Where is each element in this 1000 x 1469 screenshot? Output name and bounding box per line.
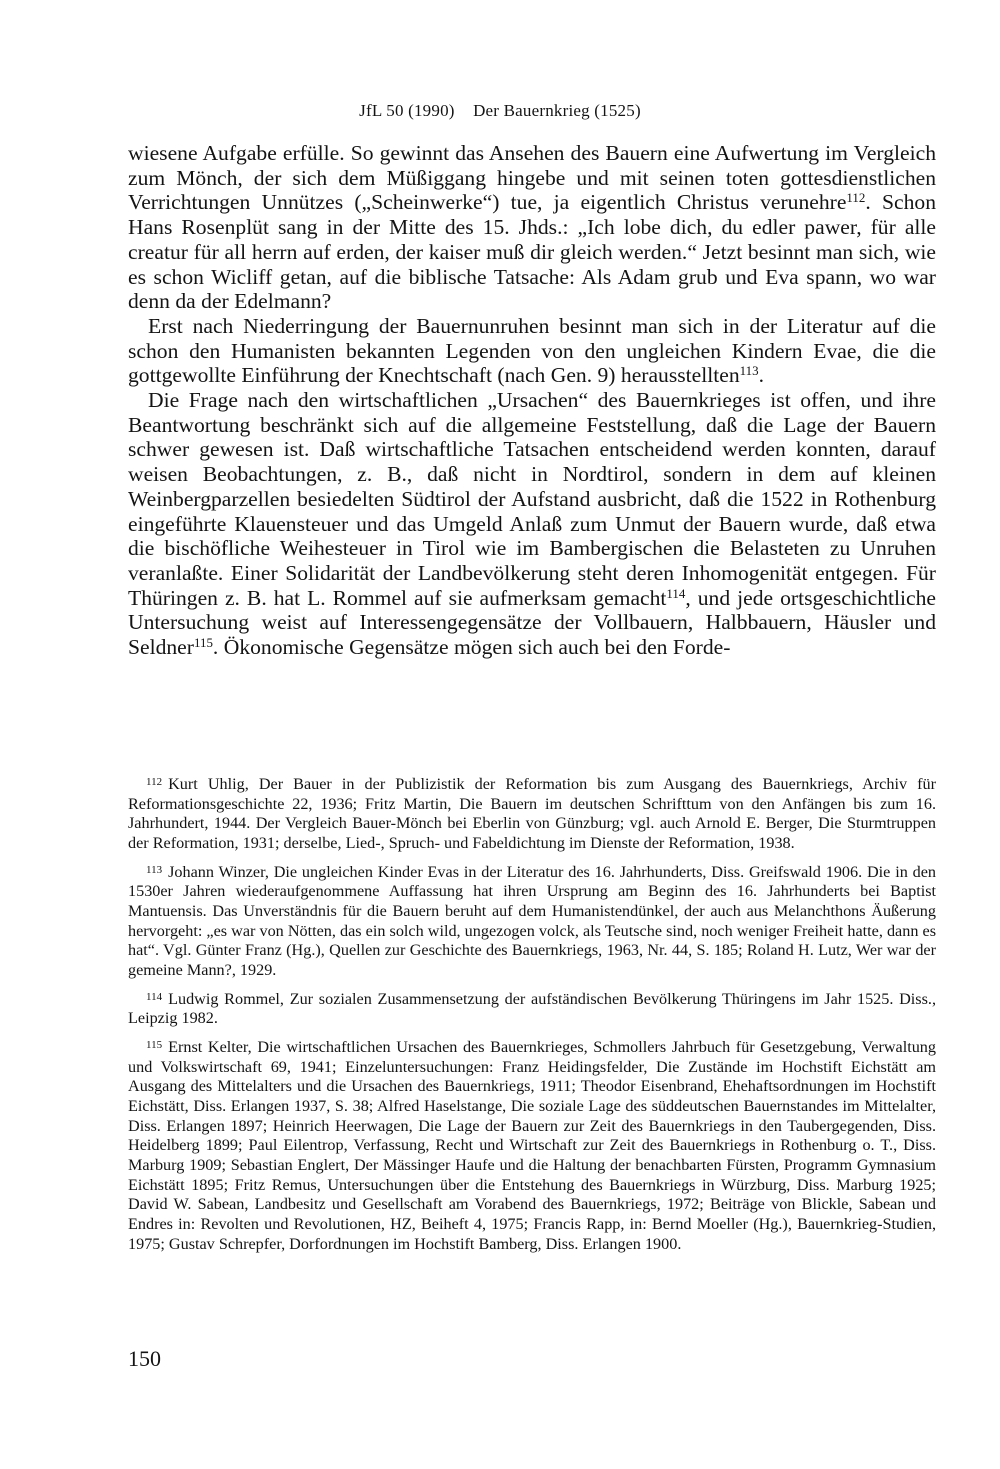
footnote-ref: 114 [666,585,686,601]
running-header [0,101,1000,121]
footnote-text: Kurt Uhlig, Der Bauer in der Publizistik der Reformation bis zum Ausgang des Bauernkriegs, Archiv für Reformationsgeschichte 22, 1936; Fritz Martin, Die Bauern im deutschen Schrifttum von den Anfängen bis zum 16. Jahrhundert, 1944. Der Vergleich Bauer-Mönch bei Eberlin von Günzburg; vgl. auch Arnold E. Berger, Die Sturmtruppen der Reformation, 1931; derselbe, Lied-, Spruch- und Fabeldichtung im Dienste der Reformation, 1938. [128,774,936,852]
footnote [128,1036,936,1255]
journal-reference: JfL 50 (1990) [359,101,455,120]
paragraph: wiesene Aufgabe erfülle. So gewinnt das Ansehen des Bauern eine Aufwertung im Vergleich zum Mönch, der sich dem Müßiggang hingebe und mit seinen toten gottesdienstlichen Verrichtungen Unnützes („Scheinwerke“) tue, ja eigentlich Christus verunehre$^{112}$. Schon Hans Rosenplüt sang in der Mitte des 15. Jhds.: „Ich lobe dich, du edler pawer, für alle creatur für all herrn auf erden, der kaiser muß dir gleich werden.“ Jetzt besinnt man sich, wie es schon Wicliff getan, auf die biblische Tatsache: Als Adam grub und Eva spann, wo war denn da der Edelmann? [128,141,936,314]
footnote-number: 112 [146,776,163,788]
footnote-number: 113 [146,863,163,876]
footnote [128,988,936,1029]
footnote-ref: 112 [846,190,866,206]
running-title: Der Bauernkrieg (1525) [473,101,641,120]
footnote-number: 115 [146,1038,163,1051]
page-number: 150 [128,1346,161,1371]
paragraph: Erst nach Niederringung der Bauernunruhen besinnt man sich in der Literatur auf die schon den Humanisten bekannten Legenden von den ungleichen Kindern Evae, die die gottgewollte Einführung der Knechtschaft (nach Gen. 9) herausstellten$^{113}$. [128,313,936,388]
footnote-text: Ludwig Rommel, Zur sozialen Zusammensetzung der aufständischen Bevölkerung Thüringens im Jahr 1525. Diss., Leipzig 1982. [128,989,936,1028]
footnote-text: Johann Winzer, Die ungleichen Kinder Evas in der Literatur des 16. Jahrhunderts, Diss. Greifswald 1906. Die in den 1530er Jahren wiederaufgenommene Auffassung hat ihren Ursprung am Beginn des 16. Jahrhunderts bei Baptist Mantuensis. Das Unverständnis für die Bauern beruht auf dem Humanistendünkel, der auch aus Melanchthons Äußerung hervorgeht: „es war von Nötten, das ein solch wild, ungezogen volck, als Teutsche sind, noch weniger Freiheit hatte, dann es hat“. Vgl. Günter Franz (Hg.), Quellen zur Geschichte des Bauernkriegs, 1963, Nr. 44, S. 185; Roland H. Lutz, Wer war der gemeine Mann?, 1929. [128,862,936,980]
footnote-text: Ernst Kelter, Die wirtschaftlichen Ursachen des Bauernkrieges, Schmollers Jahrbuch für Gesetzgebung, Verwaltung und Volkswirtschaft 69, 1941; Einzeluntersuchungen: Franz Heidingsfelder, Die Zustände im Hochstift Eichstätt am Ausgang des Mittelalters und die Ursachen des Bauernkriegs, 1911; Theodor Eisenbrand, Ehehaftsordnungen im Hochstift Eichstätt, Diss. Erlangen 1937, S. 38; Alfred Haselstange, Die soziale Lage des süddeutschen Bauernstandes im Mittelalter, Diss. Erlangen 1897; Heinrich Heerwagen, Die Lage der Bauern zur Zeit des Bauernkriegs in den Taubergegenden, Diss. Heidelberg 1899; Paul Eilentrop, Verfassung, Recht und Wirtschaft zur Zeit des Bauernkriegs in Rothenburg o. T., Diss. Marburg 1909; Sebastian Englert, Der Mässinger Haufe und die Haltung der benachbarten Fürsten, Programm Gymnasium Eichstätt 1895; Fritz Remus, Untersuchungen über die Entstehung des Bauernkriegs in Würzburg, Diss. Marburg 1925; David W. Sabean, Landbesitz und Gesellschaft am Vorabend des Bauernkriegs, 1972; Beiträge von Blickle, Sabean und Endres in: Revolten und Revolutionen, HZ, Beiheft 4, 1975; Francis Rapp, in: Bernd Moeller (Hg.), Bauernkrieg-Studien, 1975; Gustav Schrepfer, Dorfordnungen im Hochstift Bamberg, Diss. Erlangen 1900. [128,1037,936,1253]
footnote-ref: 115 [193,634,213,650]
main-text [128,141,936,660]
footnote-ref: 113 [739,363,759,379]
footnote-number: 114 [146,990,163,1003]
footnote [128,773,936,854]
footnote [128,861,936,981]
paragraph: Die Frage nach den wirtschaftlichen „Ursachen“ des Bauernkrieges ist offen, und ihre Beantwortung beschränkt sich auf die allgemeine Feststellung, daß die Lage der Bauern schwer gewesen ist. Daß wirtschaftliche Tatsachen entscheidend werden konnten, darauf weisen Beobachtungen, z. B., daß nicht in Nordtirol, sondern in dem auf kleinen Weinbergparzellen besiedelten Südtirol der Aufstand ausbricht, daß die 1522 in Rothenburg eingeführte Klauensteuer und das Umgeld Anlaß zum Unmut der Bauern wurde, daß etwa die bischöfliche Weihesteuer in Tirol wie im Bambergischen die Belasteten zu Unruhen veranlaßte. Einer Solidarität der Landbevölkerung steht deren Inhomogenität entgegen. Für Thüringen z. B. hat L. Rommel auf sie aufmerksam gemacht$^{114}$, und jede ortsgeschichtliche Untersuchung weist auf Interessengegensätze der Vollbauern, Halbbauern, Häusler und Seldner$^{115}$. Ökonomische Gegensätze mögen sich auch bei den Forde- [128,388,936,660]
footnotes-section [128,773,936,1262]
